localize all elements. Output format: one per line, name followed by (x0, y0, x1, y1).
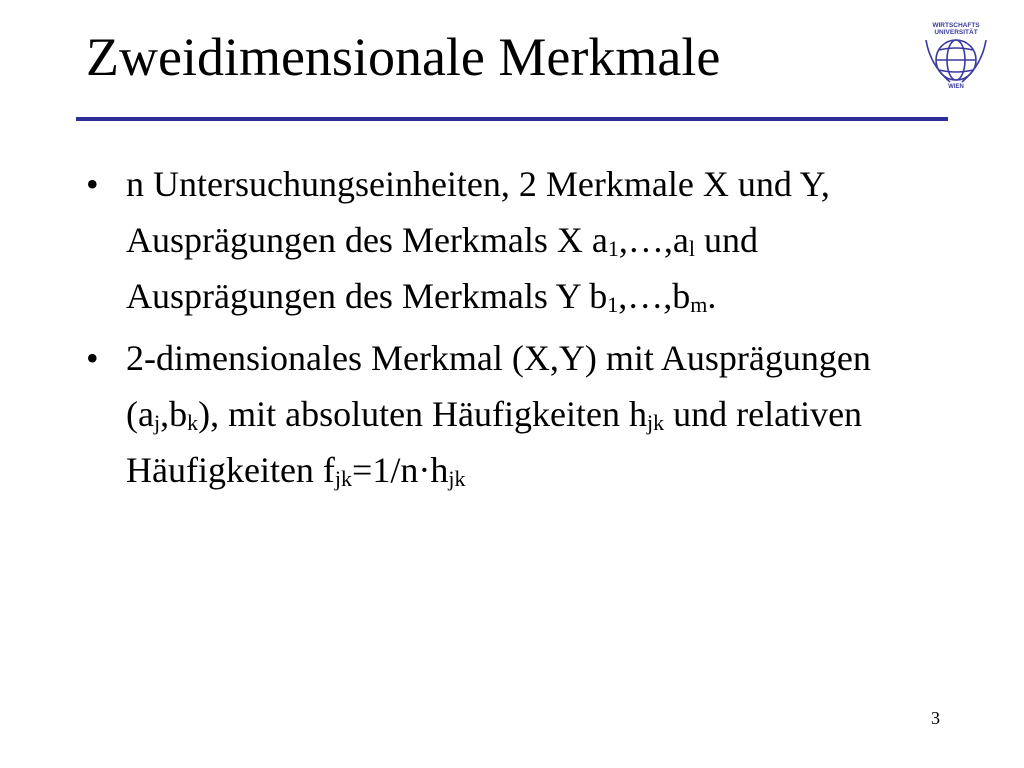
bullet-text: . (707, 276, 717, 316)
bullet-text: 2-dimensionales Merkmal (X,Y) mit Ausprägungen (a (126, 338, 871, 434)
subscript: l (688, 236, 695, 261)
bullet-text: und relativen Häufigkeiten f (126, 394, 863, 490)
svg-text:WIEN: WIEN (948, 84, 964, 90)
bullet-text: ,b (160, 394, 188, 434)
subscript: 1 (607, 236, 619, 261)
subscript: k (187, 410, 199, 435)
bullet-item-2 (86, 330, 946, 498)
bullet-text: ,…,a (618, 220, 689, 260)
bullet-text: =1/n·h (352, 450, 449, 490)
subscript: m (690, 292, 708, 317)
slide-title: Zweidimensionale Merkmale (86, 27, 721, 87)
bullet-text: n Untersuchungseinheiten, 2 Merkmale X und Y, Ausprägungen des Merkmals X a (126, 164, 830, 260)
svg-text:WIRTSCHAFTS: WIRTSCHAFTS (932, 22, 980, 29)
title-divider (76, 117, 948, 121)
subscript: jk (334, 466, 353, 491)
subscript: j (153, 410, 161, 435)
page-number: 3 (931, 708, 940, 728)
bullet-marker: • (86, 164, 99, 204)
bullet-text: ), mit absoluten Häufigkeiten h (198, 394, 647, 434)
subscript: jk (448, 466, 466, 491)
subscript: 1 (607, 292, 619, 317)
bullet-marker: • (86, 338, 99, 378)
bullet-item-1 (86, 156, 946, 324)
bullet-text: und Ausprägungen des Merkmals Y b (126, 220, 758, 316)
university-logo (920, 20, 992, 92)
bullet-list (86, 156, 946, 504)
bullet-text: ,…,b (618, 276, 691, 316)
svg-text:UNIVERSITÄT: UNIVERSITÄT (934, 29, 978, 36)
subscript: jk (647, 410, 665, 435)
